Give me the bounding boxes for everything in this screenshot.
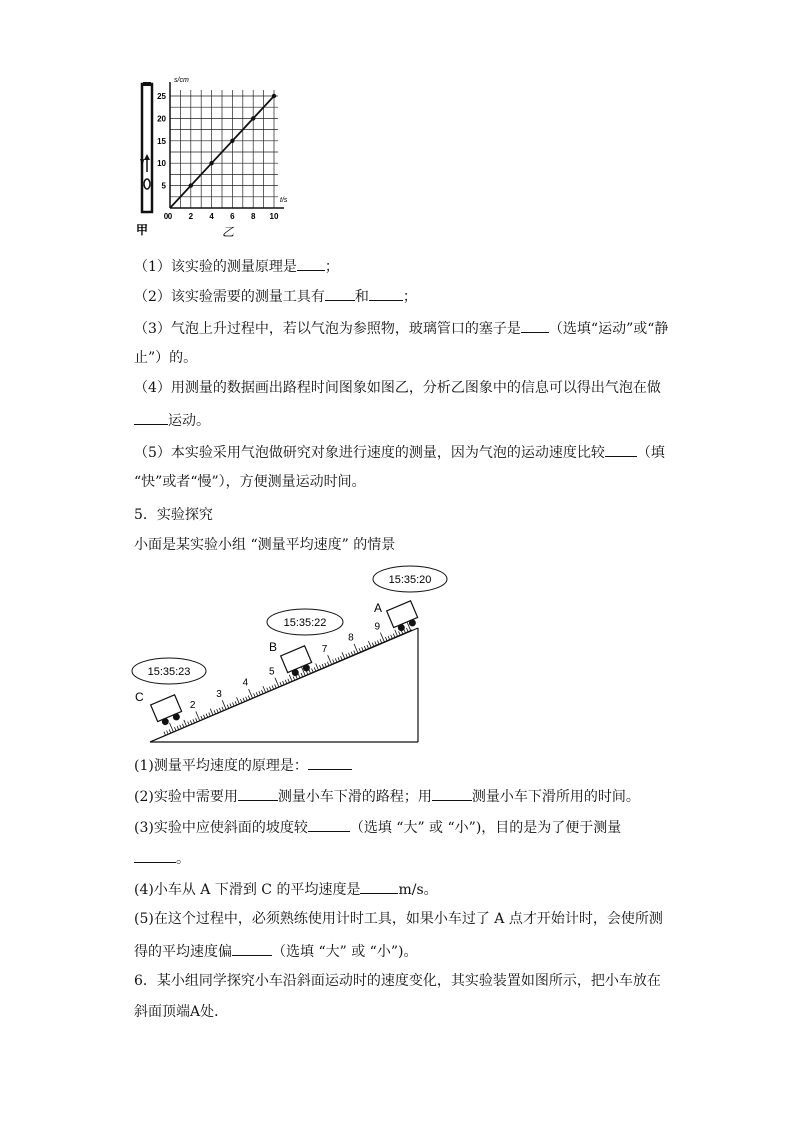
point-label-A: A — [374, 601, 383, 615]
ruler-tick — [375, 642, 377, 646]
ruler-number: 7 — [321, 643, 328, 655]
ruler-tick — [222, 707, 224, 711]
ruler-tick — [348, 653, 350, 657]
x-tick-label: 6 — [230, 212, 235, 221]
y-tick-label: 15 — [157, 136, 166, 146]
ruler-tick — [217, 709, 219, 713]
s-t-graph — [157, 77, 288, 221]
q6-line1: 6．某小组同学探究小车沿斜面运动时的速度变化，其实验装置如图所示，把小车放在 — [134, 973, 661, 989]
ruler-number: 2 — [189, 700, 196, 712]
ruler-tick — [372, 643, 374, 647]
ruler-tick — [188, 722, 190, 726]
ruler-tick — [362, 647, 364, 651]
ruler-tick — [240, 699, 242, 703]
q6-line2: 斜面顶端A处． — [134, 1004, 229, 1020]
ruler-tick — [235, 701, 237, 705]
ruler-tick — [301, 673, 303, 677]
ruler-tick — [261, 690, 263, 694]
label-yi: 乙 — [222, 225, 235, 239]
ruler-tick — [210, 709, 213, 715]
q4-part4-cont: 运动。 — [134, 410, 210, 430]
ruler-tick — [285, 680, 287, 684]
ruler-tick — [280, 682, 282, 686]
answer-blank[interactable] — [308, 755, 352, 770]
ruler-tick — [263, 686, 266, 692]
answer-blank[interactable] — [134, 848, 176, 863]
ruler-tick — [368, 641, 371, 647]
q5-part4: (4)小车从 A 下滑到 C 的平均速度是 m/s。 — [134, 879, 438, 899]
ruler-tick — [193, 719, 195, 723]
ruler-tick — [309, 670, 311, 674]
ruler-tick — [346, 654, 348, 658]
label-jia: 甲 — [136, 223, 149, 237]
ruler-tick — [325, 663, 327, 667]
ruler-number: 9 — [374, 621, 381, 633]
ruler-tick — [322, 664, 324, 668]
ruler-tick — [248, 696, 250, 700]
answer-blank[interactable] — [521, 318, 549, 333]
ruler-tick — [406, 628, 408, 632]
ruler-tick — [399, 631, 401, 635]
ruler-tick — [283, 681, 285, 685]
ruler-tick — [289, 675, 292, 681]
ruler-tick — [174, 727, 176, 731]
ruler-tick — [201, 716, 203, 720]
ruler-tick — [206, 714, 208, 718]
answer-blank[interactable] — [605, 442, 637, 457]
q5-part2: (2)实验中需要用 测量小车下滑的路程；用 测量小车下滑所用的时间。 — [134, 786, 640, 806]
time-label-B: 15:35:22 — [283, 617, 327, 629]
ruler-tick — [190, 720, 192, 724]
data-point — [251, 116, 255, 120]
point-label-C: C — [135, 690, 144, 704]
ruler-tick — [227, 705, 229, 709]
ruler-tick — [314, 667, 316, 671]
ruler-tick — [184, 720, 187, 726]
ruler-tick — [209, 713, 211, 717]
ruler-tick — [395, 630, 398, 636]
q5-part3-cont: 。 — [134, 848, 190, 868]
q4-part3-cont: 止”）的。 — [134, 350, 198, 366]
x-tick-label: 10 — [269, 212, 279, 221]
answer-blank[interactable] — [325, 286, 355, 301]
y-axis-label: s/cm — [174, 77, 189, 84]
ruler-tick — [338, 657, 340, 661]
ruler-tick — [254, 693, 256, 697]
ruler-tick — [342, 652, 345, 658]
ruler-tick — [214, 710, 216, 714]
answer-blank[interactable] — [308, 817, 350, 832]
time-label-A: 15:35:20 — [388, 574, 432, 586]
q5-part5: (5)在这个过程中，必须熟练使用计时工具，如果小车过了 A 点才开始计时，会使所测 — [134, 911, 663, 927]
ruler-tick — [316, 664, 319, 670]
ruler-tick — [380, 639, 382, 643]
glass-tube — [140, 82, 152, 212]
y-tick-label: 25 — [157, 92, 166, 101]
bubble-figure — [130, 72, 290, 238]
x-tick-label: 4 — [209, 212, 214, 221]
q5-intro: 小面是某实验小组 “测量平均速度” 的情景 — [134, 537, 396, 553]
answer-blank[interactable] — [360, 879, 398, 894]
ruler-tick — [298, 674, 300, 678]
ruler-tick — [335, 658, 337, 662]
ruler-number: 3 — [216, 688, 222, 700]
ruler-tick — [385, 637, 387, 641]
ruler-tick — [267, 688, 269, 692]
ruler-tick — [269, 687, 271, 691]
q4-part5: （5）本实验采用气泡做研究对象进行速度的测量，因为气泡的运动速度比较 （填 — [134, 442, 665, 462]
ruler-tick — [367, 645, 369, 649]
data-point — [272, 94, 276, 98]
answer-blank[interactable] — [238, 786, 278, 801]
ruler-tick — [272, 685, 274, 689]
ruler-tick — [275, 684, 277, 688]
point-label-B: B — [269, 640, 278, 654]
cart-C — [151, 695, 185, 728]
origin-label: 0 — [163, 212, 169, 221]
ruler-tick — [232, 702, 234, 706]
answer-blank[interactable] — [297, 256, 325, 271]
ruler-tick — [243, 698, 245, 702]
y-tick-label: 20 — [157, 114, 166, 124]
ruler-tick — [164, 732, 166, 736]
data-point — [230, 139, 234, 143]
q4-part1: （1）该实验的测量原理是 ； — [134, 256, 339, 276]
ruler-tick — [259, 691, 261, 695]
ruler-tick — [182, 724, 184, 728]
data-point — [209, 161, 213, 165]
ruler-tick — [327, 662, 329, 666]
y-tick-label: 10 — [157, 159, 166, 169]
ruler-number: 5 — [269, 666, 275, 678]
ruler-tick — [359, 648, 361, 652]
x-tick-label: 8 — [250, 212, 256, 221]
data-point — [189, 183, 193, 187]
y-tick-label: 5 — [161, 181, 166, 191]
ruler-tick — [393, 634, 395, 638]
x-axis-label: t/s — [280, 197, 288, 204]
ruler-number: 8 — [348, 632, 354, 644]
q5-title: 5．实验探究 — [134, 507, 213, 523]
ruler-tick — [319, 665, 321, 669]
answer-blank[interactable] — [134, 410, 168, 425]
ruler-tick — [237, 697, 240, 703]
ruler-tick — [219, 708, 221, 712]
q5-part5-cont: 得的平均速度偏 （选填 “大” 或 “小”)。 — [134, 941, 417, 961]
q4-part5-cont: “快”或者“慢”），方便测量运动时间。 — [134, 474, 366, 490]
ruler-tick — [354, 651, 356, 655]
ruler-tick — [246, 697, 248, 701]
v-label: v — [140, 156, 145, 166]
answer-blank[interactable] — [232, 941, 272, 956]
ruler-tick — [177, 726, 179, 730]
x-tick-label: 2 — [188, 212, 194, 221]
time-label-C: 15:35:23 — [147, 666, 191, 678]
answer-blank[interactable] — [432, 786, 472, 801]
ruler-tick — [312, 669, 314, 673]
q4-part4: （4）用测量的数据画出路程时间图象如图乙，分析乙图象中的信息可以得出气泡在做 — [134, 380, 661, 396]
incline-figure — [135, 562, 460, 752]
ruler-tick — [293, 676, 295, 680]
ruler-number: 4 — [242, 677, 249, 689]
answer-blank[interactable] — [369, 286, 403, 301]
ruler-tick — [196, 718, 198, 722]
q4-part3: （3）气泡上升过程中，若以气泡为参照物，玻璃管口的塞子是 （选填“运动”或“静 — [134, 318, 668, 338]
ruler-tick — [351, 652, 353, 656]
ruler-tick — [388, 636, 390, 640]
q5-part3: (3)实验中应使斜面的坡度较 （选填 “大” 或 “小”)，目的是为了便于测量 — [134, 817, 621, 837]
ruler-tick — [377, 640, 379, 644]
ruler-tick — [230, 704, 232, 708]
ruler-tick — [167, 731, 169, 735]
ruler-tick — [333, 660, 335, 664]
ruler-tick — [180, 725, 182, 729]
ruler-tick — [341, 656, 343, 660]
ruler-tick — [169, 729, 171, 733]
ruler-tick — [288, 679, 290, 683]
q4-part2: （2）该实验需要的测量工具有 和 ； — [134, 286, 417, 306]
q5-part1: (1)测量平均速度的原理是： — [134, 755, 352, 775]
x-tick-label: 0 — [167, 212, 173, 221]
ruler-tick — [203, 715, 205, 719]
ruler-tick — [256, 692, 258, 696]
ruler-tick — [391, 635, 393, 639]
ruler-tick — [364, 646, 366, 650]
